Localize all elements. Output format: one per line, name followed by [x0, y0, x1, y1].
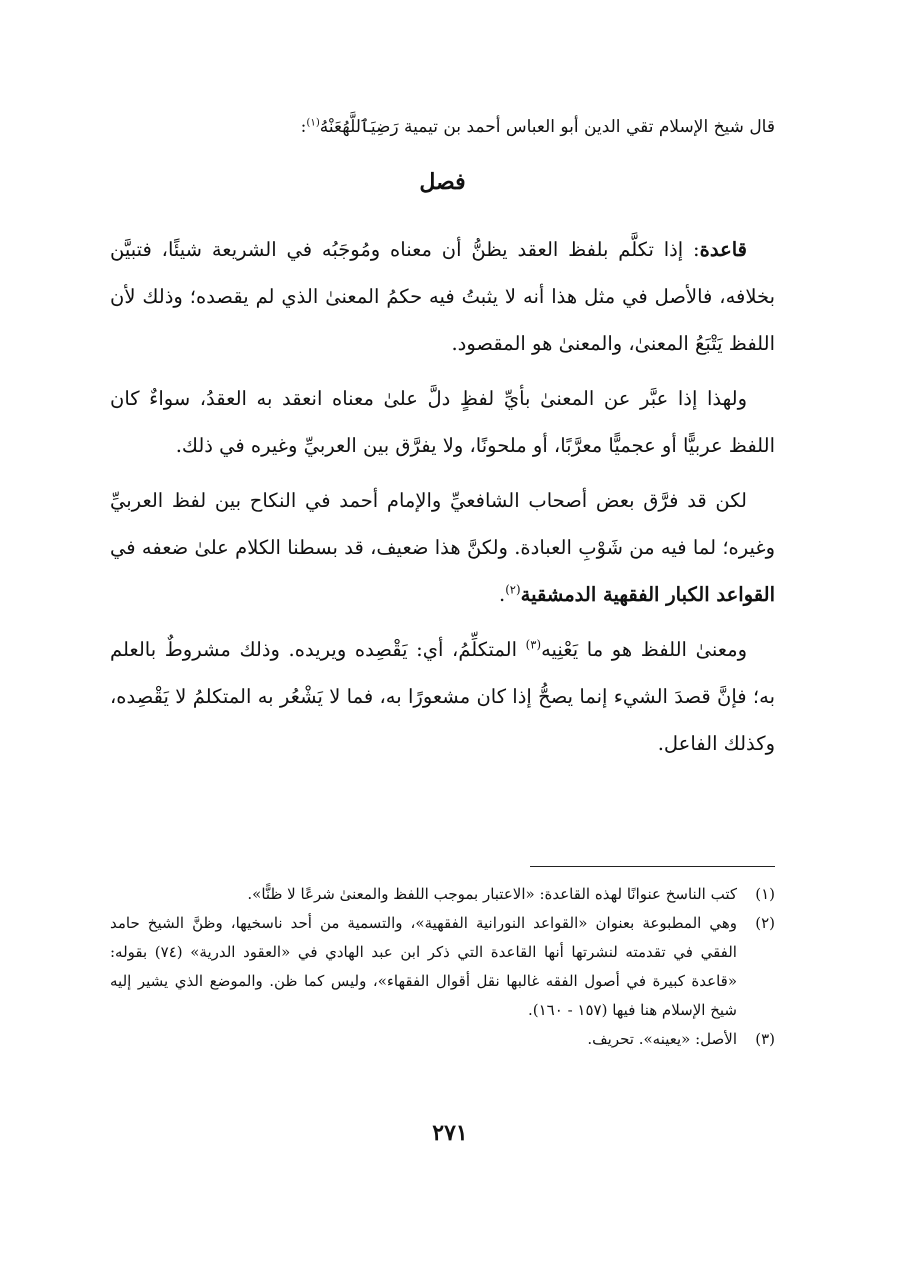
paragraph-4-rest: المتكلِّمُ، أي: يَقْصِده ويريده. وذلك مشروطٌ بالعلم به؛ فإنَّ قصدَ الشيء إنما يصحُّ إذا كان مشعورًا به، فما لا يَشْعُر به المتكلمُ لا يَقْصِده، وكذلك الفاعل. — [110, 638, 775, 755]
footnote-text: وهي المطبوعة بعنوان «القواعد النورانية الفقهية»، والتسمية من أحد ناسخيها، وظنَّ الشيخ حامد الفقي في تقدمته لنشرتها أنها القاعدة التي ذكر ابن عبد الهادي في «العقود الدرية» (٧٤) بقوله: «قاعدة كبيرة في أصول الفقه غالبها نقل أقوال الفقهاء»، وليس كما ظن. والموضع الذي يشير إليه شيخ الإسلام هنا فيها (١٥٧ - ١٦٠). — [110, 914, 737, 1019]
footnote — [110, 880, 775, 909]
footnote-ref-3[interactable]: (٣) — [525, 637, 542, 652]
paragraph-1 — [110, 226, 775, 367]
footnote-ref-1[interactable]: (١) — [306, 117, 320, 129]
intro-line — [110, 112, 775, 142]
paragraph-3 — [110, 477, 775, 618]
footnote — [110, 909, 775, 1025]
paragraph-4 — [110, 626, 775, 767]
section-heading: فصل — [419, 169, 466, 195]
footnote-text: الأصل: «يعينه». تحريف. — [587, 1030, 737, 1048]
rule-label: قاعدة — [699, 238, 747, 261]
paragraph-4-start: ومعنىٰ اللفظ هو ما يَعْنِيه — [541, 638, 747, 661]
paragraph-2: ولهذا إذا عبَّر عن المعنىٰ بأيِّ لفظٍ دلَّ علىٰ معناه انعقد به العقدُ، سواءٌ كان اللفظ عربيًّا أو عجميًّا معرَّبًا، أو ملحونًا، ولا يفرَّق بين العربيِّ وغيره في ذلك. — [110, 387, 775, 457]
footnote-number: (١) — [755, 885, 775, 903]
page-number: ٢٧١ — [432, 1120, 468, 1146]
book-title: القواعد الكبار الفقهية الدمشقية — [520, 583, 775, 606]
footnote-number: (٢) — [755, 914, 775, 932]
footnote-ref-2[interactable]: (٢) — [505, 582, 521, 597]
footnote-divider — [530, 866, 775, 867]
paragraph-1-text: : إذا تكلَّم بلفظ العقد يظنُّ أن معناه ومُوجَبُه في الشريعة شيئًا، فتبيَّن بخلافه، فالأصل في مثل هذا أنه لا يثبتُ فيه حكمُ المعنىٰ الذي لم يقصده؛ وذلك لأن اللفظ يَتْبَعُ المعنىٰ، والمعنىٰ هو المقصود. — [110, 238, 775, 355]
footnotes — [110, 880, 775, 1054]
paragraph-3-end: . — [499, 583, 506, 606]
footnote-text: كتب الناسخ عنوانًا لهذه القاعدة: «الاعتبار بموجب اللفظ والمعنىٰ شرعًا لا ظنًّا». — [247, 885, 737, 903]
footnote — [110, 1025, 775, 1054]
footnote-number: (٣) — [755, 1030, 775, 1048]
intro-text: قال شيخ الإسلام تقي الدين أبو العباس أحمد بن تيمية رَضِيَٱللَّهُعَنْهُ — [319, 117, 775, 137]
intro-end: : — [300, 117, 307, 137]
paragraph-3-text: لكن قد فرَّق بعض أصحاب الشافعيِّ والإمام أحمد في النكاح بين لفظ العربيِّ وغيره؛ لما فيه من شَوْبِ العبادة. ولكنَّ هذا ضعيف، قد بسطنا الكلام علىٰ ضعفه في — [110, 489, 775, 559]
main-text — [110, 100, 775, 775]
